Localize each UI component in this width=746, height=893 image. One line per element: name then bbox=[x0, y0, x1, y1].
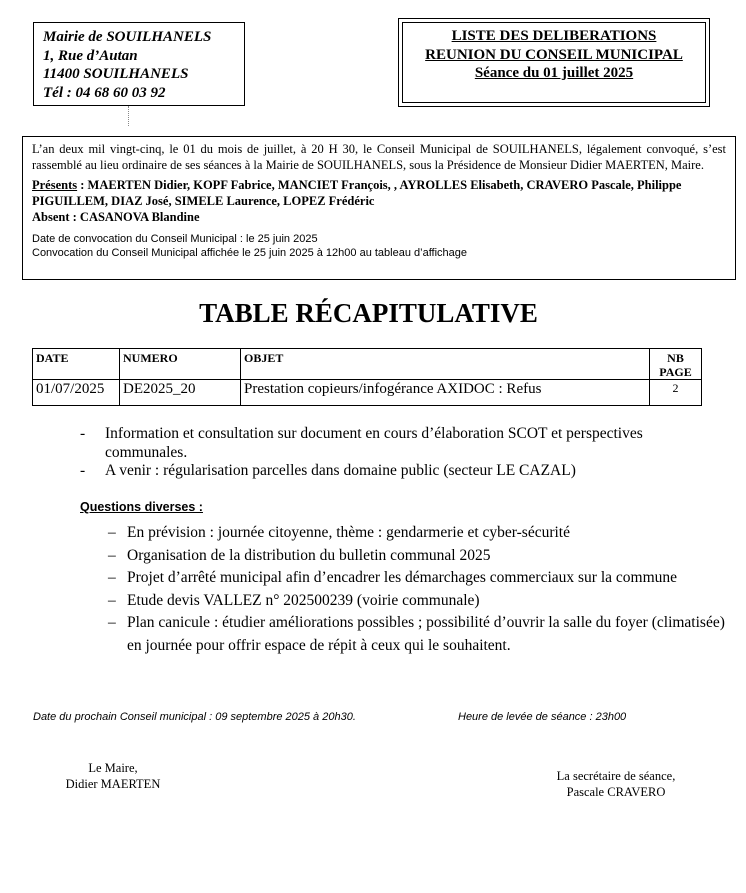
title-line-3: Séance du 01 juillet 2025 bbox=[474, 65, 634, 81]
questions-title: Questions diverses : bbox=[80, 500, 203, 514]
address-line-4: Tél : 04 68 60 03 92 bbox=[43, 84, 166, 101]
next-council-date: Date du prochain Conseil municipal : 09 septembre 2025 à 20h30. bbox=[33, 711, 356, 723]
address-line-3: 11400 SOUILHANELS bbox=[43, 66, 189, 82]
cell-date: 01/07/2025 bbox=[33, 380, 120, 406]
header-nb-page bbox=[650, 349, 702, 380]
list-item bbox=[108, 612, 728, 657]
convocation-date: Date de convocation du Conseil Municipal : le 25 juin 2025 bbox=[32, 233, 318, 245]
mairie-address-box bbox=[33, 22, 245, 106]
question-item-text: Etude devis VALLEZ n° 202500239 (voirie communale) bbox=[127, 591, 480, 609]
preamble-text: L’an deux mil vingt-cinq, le 01 du mois de juillet, à 20 H 30, le Conseil Municipal de SOUILHANELS, légalement convoqué, s’est rassemblé au lieu ordinaire de ses séances à la Mairie de SOUILHANELS, sous la Présidence de Monsieur Didier MAERTEN, Maire. bbox=[32, 142, 726, 172]
list-item bbox=[80, 462, 720, 481]
question-item-text: Projet d’arrêté municipal afin d’encadrer les démarchages commerciaux sur la commune bbox=[127, 569, 678, 586]
address-line-2: 1, Rue d’Autan bbox=[43, 47, 138, 64]
recap-table bbox=[32, 348, 702, 406]
list-item bbox=[80, 425, 720, 462]
header-nb: NB bbox=[667, 351, 684, 365]
header-page: PAGE bbox=[659, 365, 692, 379]
mayor-name: Didier MAERTEN bbox=[65, 777, 161, 791]
info-list bbox=[80, 425, 720, 481]
info-item-text: Information et consultation sur document en cours d’élaboration SCOT et perspectives communales. bbox=[105, 425, 643, 461]
question-item-text: En prévision : journée citoyenne, thème : gendarmerie et cyber-sécurité bbox=[127, 524, 570, 541]
dash-marker: – bbox=[108, 524, 116, 541]
list-item bbox=[108, 590, 728, 613]
session-end-time: Heure de levée de séance : 23h00 bbox=[458, 711, 627, 723]
dash-marker: - bbox=[80, 425, 86, 442]
dash-marker: - bbox=[80, 462, 86, 479]
question-item-text: Organisation de la distribution du bulletin communal 2025 bbox=[127, 546, 491, 564]
secretary-name: Pascale CRAVERO bbox=[566, 785, 666, 799]
presents-names: : MAERTEN Didier, KOPF Fabrice, MANCIET François, , AYROLLES Elisabeth, CRAVERO Pascale, Philippe PIGUILLEM, DIAZ José, SIMELE Laurence, LOPEZ Frédéric bbox=[32, 178, 682, 208]
cell-numero: DE2025_20 bbox=[120, 380, 241, 406]
secretary-signature-block bbox=[538, 768, 694, 800]
cell-objet: Prestation copieurs/infogérance AXIDOC : Refus bbox=[241, 380, 650, 406]
title-line-1: LISTE DES DELIBERATIONS bbox=[451, 28, 657, 44]
mayor-title: Le Maire, bbox=[88, 761, 138, 775]
presents-label: Présents bbox=[32, 178, 78, 192]
question-item-text: Plan canicule : étudier améliorations possibles ; possibilité d’ouvrir la salle du foyer (climatisée) en journée pour offrir espace de répit à ceux qui le souhaitent. bbox=[127, 614, 725, 654]
title-line-2: REUNION DU CONSEIL MUNICIPAL bbox=[425, 46, 683, 63]
dotted-divider bbox=[128, 106, 130, 126]
presents-list bbox=[32, 177, 726, 209]
table-title: TABLE RÉCAPITULATIVE bbox=[199, 298, 538, 328]
secretary-title: La secrétaire de séance, bbox=[556, 769, 676, 783]
header-numero: NUMERO bbox=[120, 349, 241, 380]
dash-marker: – bbox=[108, 569, 116, 586]
info-item-text: A venir : régularisation parcelles dans domaine public (secteur LE CAZAL) bbox=[105, 462, 576, 479]
absent-list: Absent : CASANOVA Blandine bbox=[32, 210, 200, 224]
questions-list bbox=[108, 522, 728, 657]
dash-marker: – bbox=[108, 614, 116, 631]
address-line-1: Mairie de SOUILHANELS bbox=[43, 29, 212, 45]
preamble-box bbox=[22, 136, 736, 280]
table-row bbox=[33, 380, 702, 406]
header-objet: OBJET bbox=[241, 349, 650, 380]
list-item bbox=[108, 545, 728, 568]
table-header-row bbox=[33, 349, 702, 380]
list-item bbox=[108, 522, 728, 545]
convocation-display: Convocation du Conseil Municipal affichée le 25 juin 2025 à 12h00 au tableau d’affichage bbox=[32, 247, 468, 259]
mayor-signature-block bbox=[40, 760, 186, 792]
dash-marker: – bbox=[108, 546, 116, 564]
list-item bbox=[108, 567, 728, 590]
dash-marker: – bbox=[108, 591, 116, 609]
title-box bbox=[402, 22, 706, 103]
header-date: DATE bbox=[33, 349, 120, 380]
cell-nb-page: 2 bbox=[650, 380, 702, 406]
